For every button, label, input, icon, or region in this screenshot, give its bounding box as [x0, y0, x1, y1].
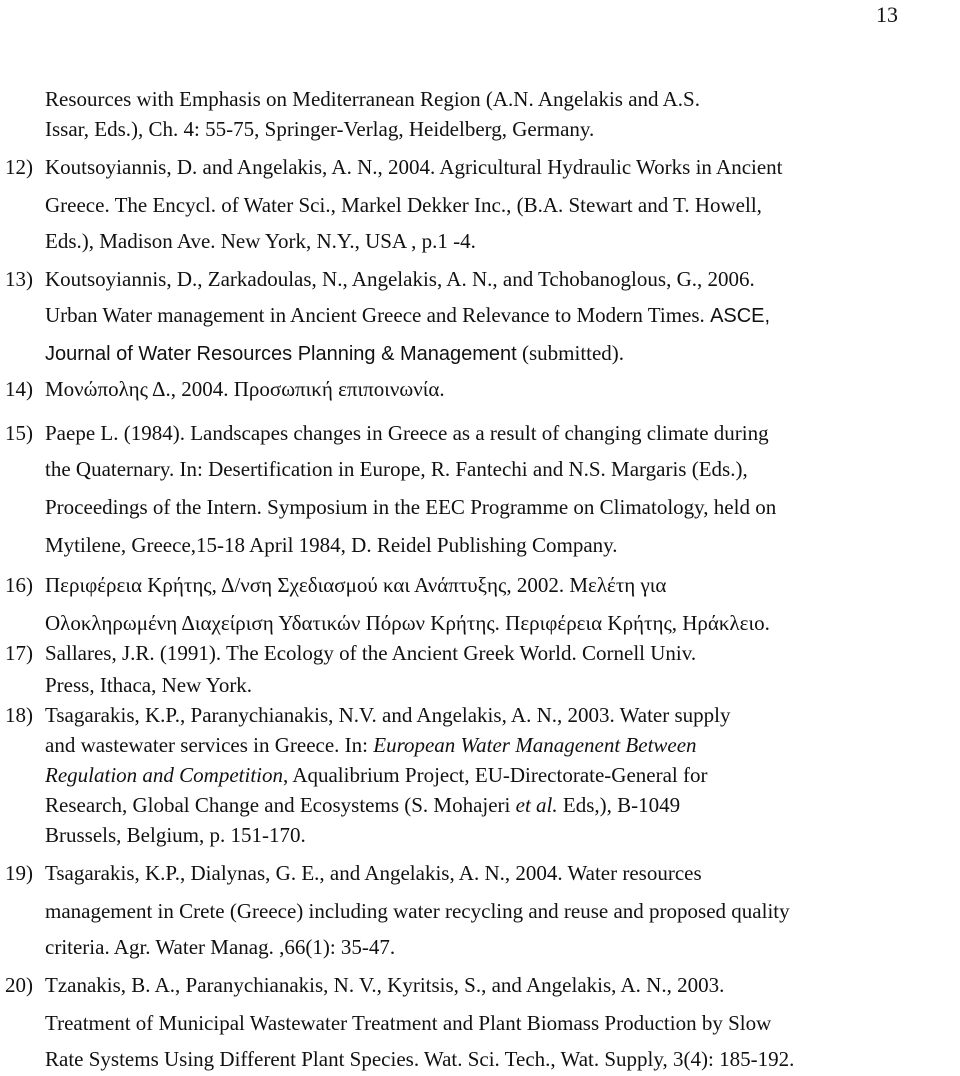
- ref-13-line-3: [45, 340, 624, 367]
- ref-13-publisher: ASCE,: [710, 305, 771, 327]
- ref-18-text: Research, Global Change and Ecosystems (S. Mohajeri: [45, 793, 516, 817]
- ref-11-line-2: Issar, Eds.), Ch. 4: 55-75, Springer-Verlag, Heidelberg, Germany.: [45, 117, 595, 141]
- ref-15-line-1: Paepe L. (1984). Landscapes changes in Greece as a result of changing climate during: [45, 421, 769, 445]
- ref-18-line-2: [45, 732, 697, 758]
- ref-15-number: 15): [5, 421, 33, 445]
- ref-12-number: 12): [5, 155, 33, 179]
- ref-15-line-2: the Quaternary. In: Desertification in Europe, R. Fantechi and N.S. Margaris (Eds.),: [45, 457, 748, 481]
- ref-17-line-2: Press, Ithaca, New York.: [45, 673, 253, 697]
- ref-20-line-2: Treatment of Municipal Wastewater Treatment and Plant Biomass Production by Slow: [45, 1011, 772, 1035]
- ref-17-line-1: Sallares, J.R. (1991). The Ecology of the Ancient Greek World. Cornell Univ.: [45, 641, 697, 665]
- ref-18-etal: et al.: [515, 793, 558, 817]
- ref-18-book-title: European Water Managenent Between: [373, 733, 697, 757]
- ref-16-line-1: Περιφέρεια Κρήτης, Δ/νση Σχεδιασμού και Ανάπτυξης, 2002. Μελέτη για: [45, 573, 667, 597]
- ref-20-line-3: Rate Systems Using Different Plant Species. Wat. Sci. Tech., Wat. Supply, 3(4): 185-192.: [45, 1047, 795, 1071]
- ref-18-text: Eds,), B-1049: [557, 793, 681, 817]
- ref-18-line-4: [45, 792, 680, 818]
- ref-18-text: , Aqualibrium Project, EU-Directorate-General for: [282, 763, 708, 787]
- ref-20-line-1: Tzanakis, B. A., Paranychianakis, N. V., Kyritsis, S., and Angelakis, A. N., 2003.: [45, 973, 725, 997]
- ref-13-number: 13): [5, 267, 33, 291]
- ref-18-text: and wastewater services in Greece. In:: [45, 733, 374, 757]
- ref-13-status: (submitted).: [521, 341, 625, 365]
- ref-16-line-2: Ολοκληρωμένη Διαχείριση Υδατικών Πόρων Κρήτης. Περιφέρεια Κρήτης, Ηράκλειο.: [45, 611, 770, 635]
- ref-12-line-2: Greece. The Encycl. of Water Sci., Markel Dekker Inc., (B.A. Stewart and T. Howell,: [45, 193, 762, 217]
- ref-19-line-3: criteria. Agr. Water Manag. ,66(1): 35-47.: [45, 935, 396, 959]
- page-number: 13: [876, 2, 898, 27]
- ref-19-line-1: Tsagarakis, K.P., Dialynas, G. E., and Angelakis, A. N., 2004. Water resources: [45, 861, 702, 885]
- ref-18-number: 18): [5, 703, 33, 727]
- ref-13-title: Urban Water management in Ancient Greece and Relevance to Modern Times.: [45, 303, 705, 327]
- ref-17-number: 17): [5, 641, 33, 665]
- ref-20-number: 20): [5, 973, 33, 997]
- ref-15-line-3: Proceedings of the Intern. Symposium in the EEC Programme on Climatology, held on: [45, 495, 777, 519]
- ref-19-number: 19): [5, 861, 33, 885]
- ref-19-line-2: management in Crete (Greece) including water recycling and reuse and proposed quality: [45, 899, 790, 923]
- ref-18-line-5: Brussels, Belgium, p. 151-170.: [45, 823, 306, 847]
- ref-14-line-1: Μονώπολης Δ., 2004. Προσωπική επιποινωνία.: [45, 377, 445, 401]
- ref-13-journal: Journal of Water Resources Planning & Management: [45, 343, 517, 365]
- ref-14-number: 14): [5, 377, 33, 401]
- ref-18-line-3: [45, 762, 708, 788]
- ref-12-line-3: Eds.), Madison Ave. New York, N.Y., USA , p.1 -4.: [45, 229, 476, 253]
- ref-13-line-1: Koutsoyiannis, D., Zarkadoulas, N., Angelakis, A. N., and Tchobanoglous, G., 2006.: [45, 267, 755, 291]
- ref-18-line-1: Tsagarakis, K.P., Paranychianakis, N.V. and Angelakis, A. N., 2003. Water supply: [45, 703, 731, 727]
- ref-11-line-1: Resources with Emphasis on Mediterranean Region (A.N. Angelakis and A.S.: [45, 87, 700, 111]
- ref-18-book-title-cont: Regulation and Competition: [45, 763, 283, 787]
- ref-16-number: 16): [5, 573, 33, 597]
- ref-13-line-2: [45, 302, 770, 329]
- ref-12-line-1: Koutsoyiannis, D. and Angelakis, A. N., 2004. Agricultural Hydraulic Works in Ancient: [45, 155, 783, 179]
- ref-15-line-4: Mytilene, Greece,15-18 April 1984, D. Reidel Publishing Company.: [45, 533, 618, 557]
